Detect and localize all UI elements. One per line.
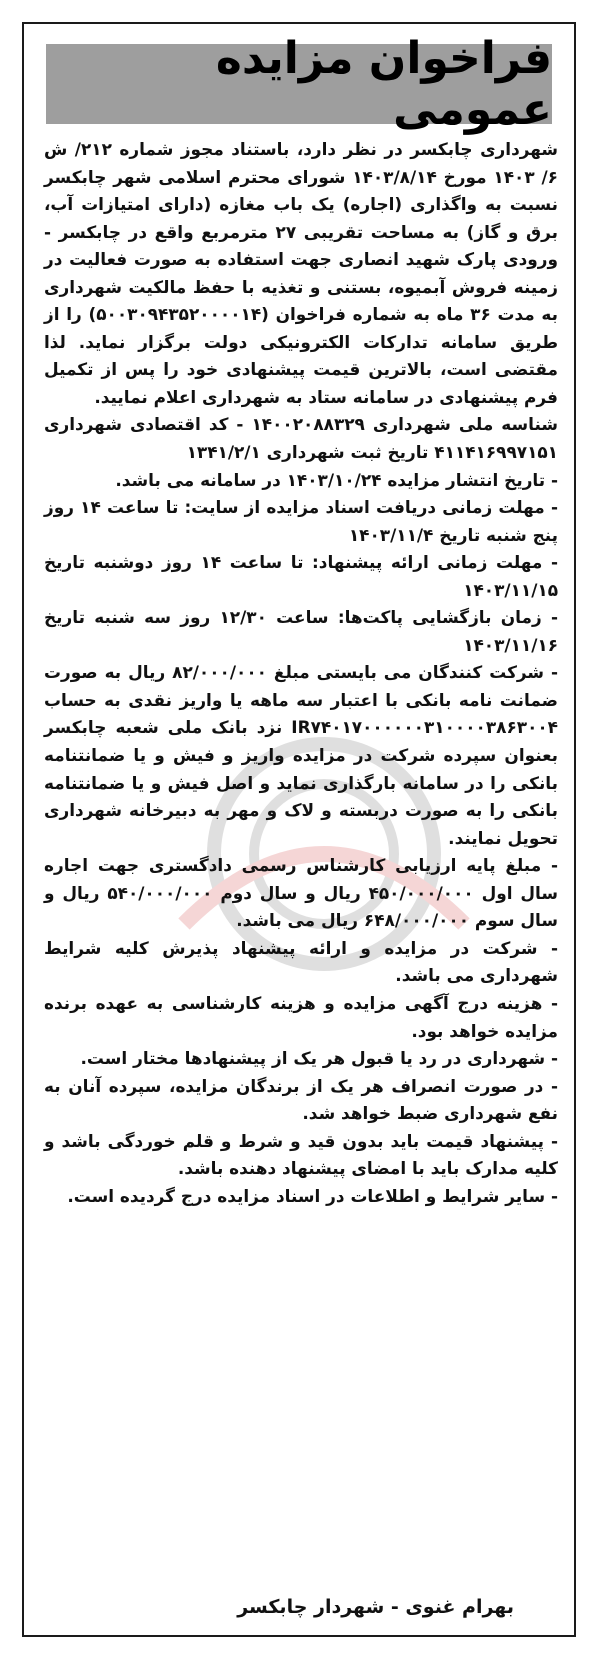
paragraph-deposit: - شرکت کنندگان می بایستی مبلغ ۸۲/۰۰۰/۰۰۰ ریال به صورت ضمانت نامه بانکی با اعتبار سه ماهه یا واریز نقدی به حساب IR۷۴۰۱۷۰۰۰۰۰۰۳۱۰۰۰۰۳۸۶۳۰۰۴ نزد بانک ملی شعبه چابکسر بعنوان سپرده شرکت در مزایده واریز و فیش و یا ضمانتنامه بانکی را در سامانه بارگذاری نماید و اصل فیش و یا ضمانتنامه بانکی را به صورت دربسته و لاک و مهر به دبیرخانه شهرداری تحویل نمایند. (44, 662, 559, 848)
paragraph-acceptance: - شرکت در مزایده و ارائه پیشنهاد پذیرش کلیه شرایط شهرداری می باشد. (44, 937, 558, 986)
paragraph-forfeit: - در صورت انصراف هر یک از برندگان مزایده، سپرده آنان به نفع شهرداری ضبط خواهد شد. (44, 1075, 558, 1124)
paragraph-intro: شهرداری چابکسر در نظر دارد، باستناد مجوز شماره ۲۱۲/ ش ۶/ ۱۴۰۳ مورخ ۱۴۰۳/۸/۱۴ شورای محترم اسلامی شهر چابکسر نسبت به واگذاری (اجاره) یک باب مغازه (دارای امتیازات آب، برق و گاز) به مساحت تقریبی ۲۷ مترمربع واقع در چابکسر - ورودی پارک شهید انصاری جهت استفاده به صورت فعالیت در زمینه فروش آبمیوه، بستنی و تغذیه با حفظ مالکیت شهرداری به مدت ۳۶ ماه به شماره فراخوان (۵۰۰۳۰۹۴۳۵۲۰۰۰۰۱۴) را از طریق سامانه تدارکات الکترونیکی دولت برگزار نماید. لذا مقتضی است، بالاترین قیمت پیشنهادی خود را پس از تکمیل فرم پیشنهادی در سامانه ستاد به شهرداری اعلام نمایید. (44, 139, 559, 407)
paragraph-ids: شناسه ملی شهرداری ۱۴۰۰۲۰۸۸۳۲۹ - کد اقتصادی شهرداری ۴۱۱۴۱۶۹۹۷۱۵۱ تاریخ ثبت شهرداری ۱۳۴۱/۲/۱ (44, 414, 558, 463)
notice-frame (22, 22, 576, 1637)
paragraph-opening-time: - زمان بازگشایی پاکت‌ها: ساعت ۱۲/۳۰ روز سه شنبه تاریخ ۱۴۰۳/۱۱/۱۶ (44, 607, 558, 655)
signature: بهرام غنوی - شهردار چابکسر (237, 1596, 514, 1618)
notice-body (44, 136, 558, 1210)
paragraph-unconditional: - پیشنهاد قیمت باید بدون قید و شرط و قلم خوردگی باشد و کلیه مدارک باید با امضای پیشنهاد دهنده باشد. (44, 1130, 558, 1179)
paragraph-offer-deadline: - مهلت زمانی ارائه پیشنهاد: تا ساعت ۱۴ روز دوشنبه تاریخ ۱۴۰۳/۱۱/۱۵ (44, 552, 558, 600)
title-bar (46, 33, 552, 135)
paragraph-rejection-right: - شهرداری در رد یا قبول هر یک از پیشنهادها مختار است. (80, 1048, 558, 1069)
page-title: فراخوان مزایده عمومی (215, 33, 552, 135)
paragraph-base-price: - مبلغ پایه ارزیابی کارشناس رسمی دادگستری جهت اجاره سال اول ۴۵۰/۰۰۰/۰۰۰ ریال و سال دوم ۵۴۰/۰۰۰/۰۰۰ ریال و سال سوم ۶۴۸/۰۰۰/۰۰۰ ریال می باشد. (44, 855, 558, 931)
paragraph-publish-date: - تاریخ انتشار مزایده ۱۴۰۳/۱۰/۲۴ در سامانه می باشد. (115, 469, 558, 490)
paragraph-costs: - هزینه درج آگهی مزایده و هزینه کارشناسی به عهده برنده مزایده خواهد بود. (44, 992, 558, 1041)
paragraph-other-terms: - سایر شرایط و اطلاعات در اسناد مزایده درج گردیده است. (67, 1185, 558, 1206)
paragraph-doc-deadline: - مهلت زمانی دریافت اسناد مزایده از سایت: تا ساعت ۱۴ روز پنج شنبه تاریخ ۱۴۰۳/۱۱/۴ (44, 497, 559, 545)
